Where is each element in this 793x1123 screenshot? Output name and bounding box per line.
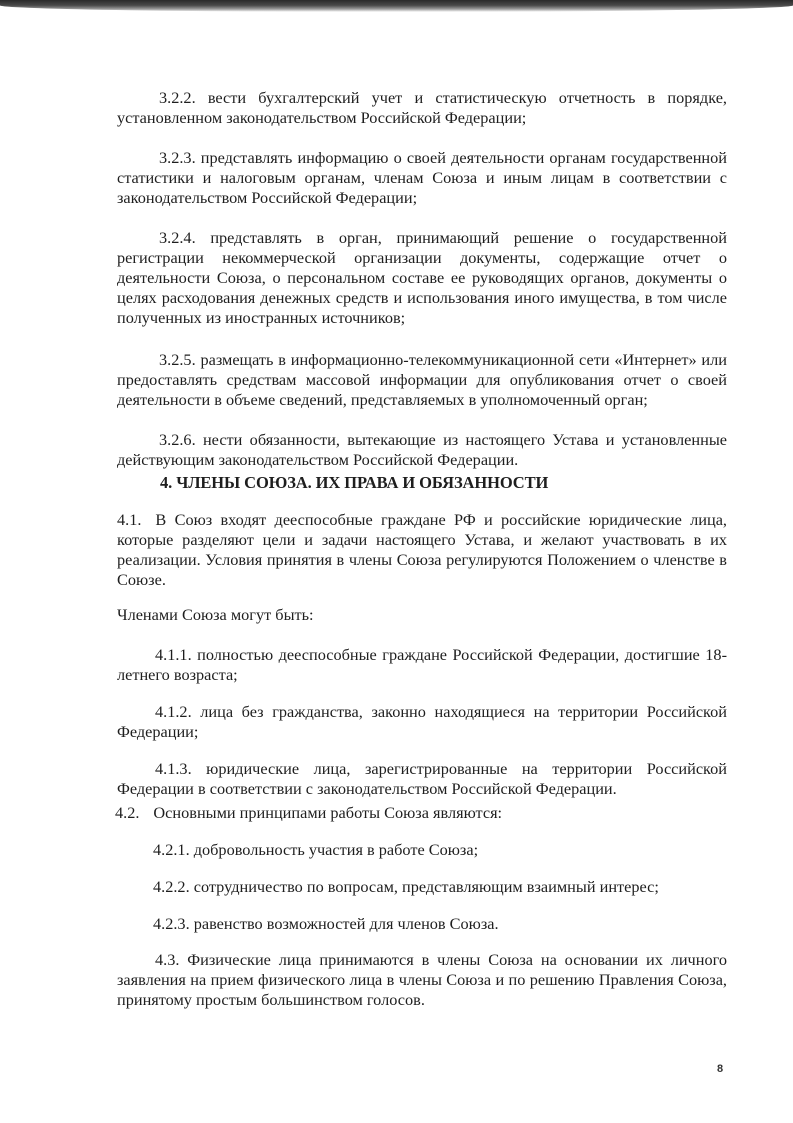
clause-4-2 — [115, 803, 502, 823]
clause-text: юридические лица, зарегистрированные на территории Российской Федерации в соответствии с законодательством Российской Федерации. — [117, 759, 727, 798]
clause-number: 4.1.1. — [155, 645, 192, 664]
clause-number: 3.2.5. — [159, 350, 196, 369]
clause-text: В Союз входят дееспособные граждане РФ и российские юридические лица, которые разделяют цели и задачи настоящего Устава, и желают участвовать в их реализации. Условия принятия в члены Союза регулируются Положением о членстве в Союзе. — [117, 510, 727, 589]
clause-text: нести обязанности, вытекающие из настоящего Устава и установленные действующим законодательством Российской Федерации. — [117, 430, 727, 469]
section-4-heading: 4. ЧЛЕНЫ СОЮЗА. ИХ ПРАВА И ОБЯЗАННОСТИ — [160, 473, 549, 492]
clause-text: представлять в орган, принимающий решение о государственной регистрации некоммерческой организации документы, содержащие отчет о деятельности Союза, о персональном составе ее руководящих органов, документы о целях расходования денежных средств и использования иного имущества, в том числе полученных из иностранных источников; — [117, 228, 727, 327]
clause-4-3 — [117, 950, 727, 1010]
clause-4-1-1 — [117, 645, 727, 685]
clause-number: 4.1.3. — [155, 759, 192, 778]
clause-4-2-1 — [153, 840, 478, 860]
clause-4-2-2 — [153, 877, 659, 897]
members-list — [117, 645, 727, 799]
clause-4-1-3 — [117, 759, 727, 799]
clause-number: 4.3. — [155, 950, 180, 969]
clause-4-1 — [117, 510, 727, 590]
clause-number: 4.2. — [115, 803, 140, 822]
clause-number: 4.2.2. — [153, 877, 190, 896]
clause-3-2-5 — [117, 350, 727, 410]
clause-text: сотрудничество по вопросам, представляющим взаимный интерес; — [193, 877, 659, 896]
clause-number: 4.2.1. — [153, 840, 190, 859]
clause-text: Основными принципами работы Союза являются: — [153, 803, 503, 822]
clause-4-1-2 — [117, 702, 727, 742]
clause-3-2-2 — [117, 88, 727, 128]
clause-text: вести бухгалтерский учет и статистическую отчетность в порядке, установленном законодательством Российской Федерации; — [117, 88, 727, 127]
clause-3-2-3 — [117, 148, 727, 208]
clause-text: лица без гражданства, законно находящиеся на территории Российской Федерации; — [117, 702, 727, 741]
section-3-2 — [117, 88, 727, 470]
clause-text: равенство возможностей для членов Союза. — [193, 914, 499, 933]
clause-3-2-4 — [117, 228, 727, 328]
clause-text: полностью дееспособные граждане Российской Федерации, достигшие 18-летнего возраста; — [117, 645, 727, 684]
clause-text: представлять информацию о своей деятельности органам государственной статистики и налоговым органам, членам Союза и иным лицам в соответствии с законодательством Российской Федерации; — [117, 148, 727, 207]
clause-number: 3.2.6. — [159, 430, 196, 449]
clause-number: 3.2.3. — [159, 148, 196, 167]
clause-number: 3.2.2. — [159, 88, 196, 107]
clause-4-2-3 — [153, 914, 499, 934]
clause-text: размещать в информационно-телекоммуникационной сети «Интернет» или предоставлять средствам массовой информации для опубликования отчет о своей деятельности в объеме сведений, представляемых в уполномоченный орган; — [117, 350, 727, 409]
clause-number: 4.1.2. — [155, 702, 192, 721]
clause-3-2-6 — [117, 430, 727, 470]
clause-number: 3.2.4. — [159, 228, 196, 247]
members-intro: Членами Союза могут быть: — [117, 605, 314, 624]
clause-number: 4.1. — [117, 510, 142, 529]
clause-text: добровольность участия в работе Союза; — [193, 840, 479, 859]
clause-number: 4.2.3. — [153, 914, 190, 933]
clause-text: Физические лица принимаются в члены Союза на основании их личного заявления на прием физического лица в члены Союза и по решению Правления Союза, принятому простым большинством голосов. — [117, 950, 727, 1009]
scan-top-edge — [0, 0, 793, 12]
page-number: 8 — [717, 1063, 724, 1075]
